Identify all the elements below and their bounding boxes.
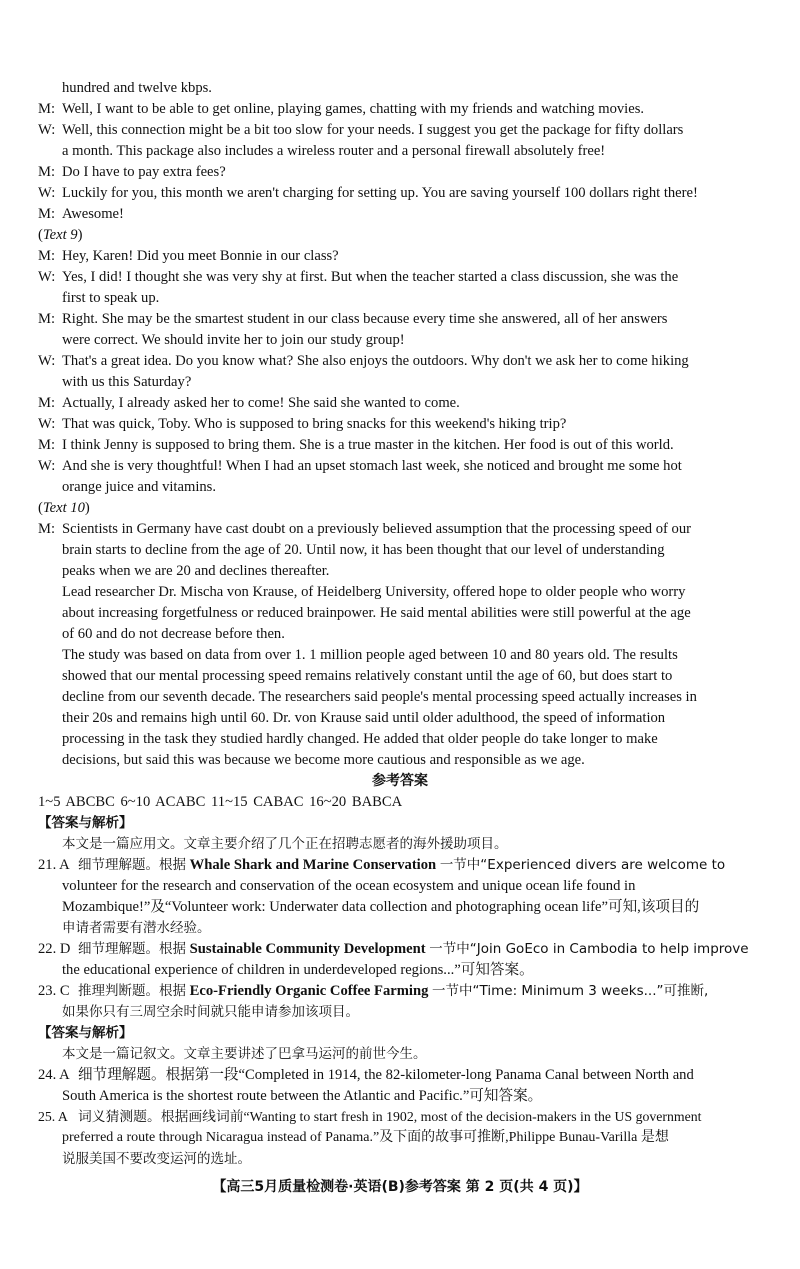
transcript-line: W: That's a great idea. Do you know what? She also enjoys the outdoors. Why don't we ask her to come hiking [38, 353, 689, 369]
transcript-line: W: Yes, I did! I thought she was very shy at first. But when the teacher started a class discussion, she was the [38, 269, 679, 285]
question-23-line: 如果你只有三周空余时间就只能申请参加该项目。 [62, 1004, 359, 1020]
answer-key: 1~5 ABCBC 6~10 ACABC 11~15 CABAC 16~20 BABCA [38, 794, 403, 810]
transcript-line: M: Hey, Karen! Did you meet Bonnie in our class? [38, 248, 339, 264]
transcript-line: a month. This package also includes a wireless router and a personal firewall absolutely free! [62, 143, 606, 159]
question-24-line: South America is the shortest route between the Atlantic and Pacific.”可知答案。 [62, 1088, 543, 1104]
section-label: 【答案与解析】 [38, 1025, 133, 1041]
question-25-line: preferred a route through Nicaragua instead of Panama.”及下面的故事可推断,Philippe Bunau-Varilla 是想 [62, 1130, 669, 1145]
transcript-line: M: Well, I want to be able to get online, playing games, chatting with my friends and watching movies. [38, 101, 645, 117]
transcript-line: peaks when we are 20 and declines thereafter. [62, 563, 330, 579]
question-22-line: the educational experience of children in underdeveloped regions...”可知答案。 [62, 962, 534, 978]
question-21: 21. A 细节理解题。根据 Whale Shark and Marine Conservation 一节中“Experienced divers are welcome to [38, 857, 726, 873]
question-25: 25. A 词义猜测题。根据画线词前“Wanting to start fresh in 1902, most of the decision-makers in the US government [38, 1109, 702, 1124]
transcript-line: with us this Saturday? [62, 374, 192, 390]
transcript-line: The study was based on data from over 1. 1 million people aged between 10 and 80 years old. The results [62, 647, 678, 663]
transcript-line: about increasing forgetfulness or reduced brainpower. He said mental abilities were still powerful at the age [62, 605, 691, 621]
transcript-line: M: Awesome! [38, 206, 124, 222]
passage-intro: 本文是一篇应用文。文章主要介绍了几个正在招聘志愿者的海外援助项目。 [62, 836, 508, 852]
transcript-line: M: Do I have to pay extra fees? [38, 164, 226, 180]
transcript-line: of 60 and do not decrease before then. [62, 626, 285, 642]
passage-intro: 本文是一篇记叙文。文章主要讲述了巴拿马运河的前世今生。 [62, 1046, 427, 1062]
question-22: 22. D 细节理解题。根据 Sustainable Community Development 一节中“Join GoEco in Cambodia to help improve [38, 941, 749, 957]
question-21-line: 申请者需要有潜水经验。 [62, 920, 211, 936]
text-10-heading: (Text 10) [38, 500, 90, 516]
transcript-line: processing in the task they studied hardly changed. He added that older people do take longer to make [62, 731, 658, 747]
transcript-line: hundred and twelve kbps. [62, 80, 212, 96]
transcript-line: were correct. We should invite her to join our study group! [62, 332, 405, 348]
question-21-line: volunteer for the research and conservation of the ocean ecosystem and unique ocean life found in [62, 878, 636, 894]
transcript-line: W: Well, this connection might be a bit too slow for your needs. I suggest you get the package for fifty dollars [38, 122, 684, 138]
question-25-line: 说服美国不要改变运河的选址。 [62, 1151, 251, 1167]
transcript-line: their 20s and remains high until 60. Dr. von Krause said until older adulthood, the speed of information [62, 710, 666, 726]
transcript-line: M: Scientists in Germany have cast doubt on a previously believed assumption that the processing speed of our [38, 521, 692, 537]
question-24: 24. A 细节理解题。根据第一段“Completed in 1914, the 82-kilometer-long Panama Canal between North and [38, 1067, 694, 1083]
question-21-line: Mozambique!”及“Volunteer work: Underwater data collection and photographing ocean life”可知,该项目的 [62, 899, 700, 915]
transcript-line: Lead researcher Dr. Mischa von Krause, of Heidelberg University, offered hope to older people who worry [62, 584, 686, 600]
text-9-heading: (Text 9) [38, 227, 83, 243]
question-23: 23. C 推理判断题。根据 Eco-Friendly Organic Coffee Farming 一节中“Time: Minimum 3 weeks...”可推断, [38, 983, 709, 999]
transcript-line: decline from our seventh decade. The researchers said people's mental processing speed actually increases in [62, 689, 697, 705]
transcript-line: decisions, but said this was because we become more cautious and responsible as we age. [62, 752, 585, 768]
transcript-line: W: Luckily for you, this month we aren't charging for setting up. You are saving yourself 100 dollars right there! [38, 185, 698, 201]
section-label: 【答案与解析】 [38, 815, 133, 831]
transcript-line: brain starts to decline from the age of 20. Until now, it has been thought that our level of understanding [62, 542, 665, 558]
page-footer: 【高三5月质量检测卷·英语(B)参考答案 第 2 页(共 4 页)】 [212, 1179, 588, 1195]
transcript-line: W: And she is very thoughtful! When I had an upset stomach last week, she noticed and brought me some hot [38, 458, 682, 474]
answers-title: 参考答案 [372, 773, 428, 789]
transcript-line: M: Right. She may be the smartest student in our class because every time she answered, all of her answers [38, 311, 668, 327]
transcript-line: orange juice and vitamins. [62, 479, 216, 495]
transcript-line: W: That was quick, Toby. Who is supposed to bring snacks for this weekend's hiking trip? [38, 416, 567, 432]
transcript-line: first to speak up. [62, 290, 160, 306]
transcript-line: M: Actually, I already asked her to come! She said she wanted to come. [38, 395, 460, 411]
transcript-line: M: I think Jenny is supposed to bring them. She is a true master in the kitchen. Her food is out of this world. [38, 437, 674, 453]
transcript-line: showed that our mental processing speed remains relatively constant until the age of 60, but does start to [62, 668, 673, 684]
